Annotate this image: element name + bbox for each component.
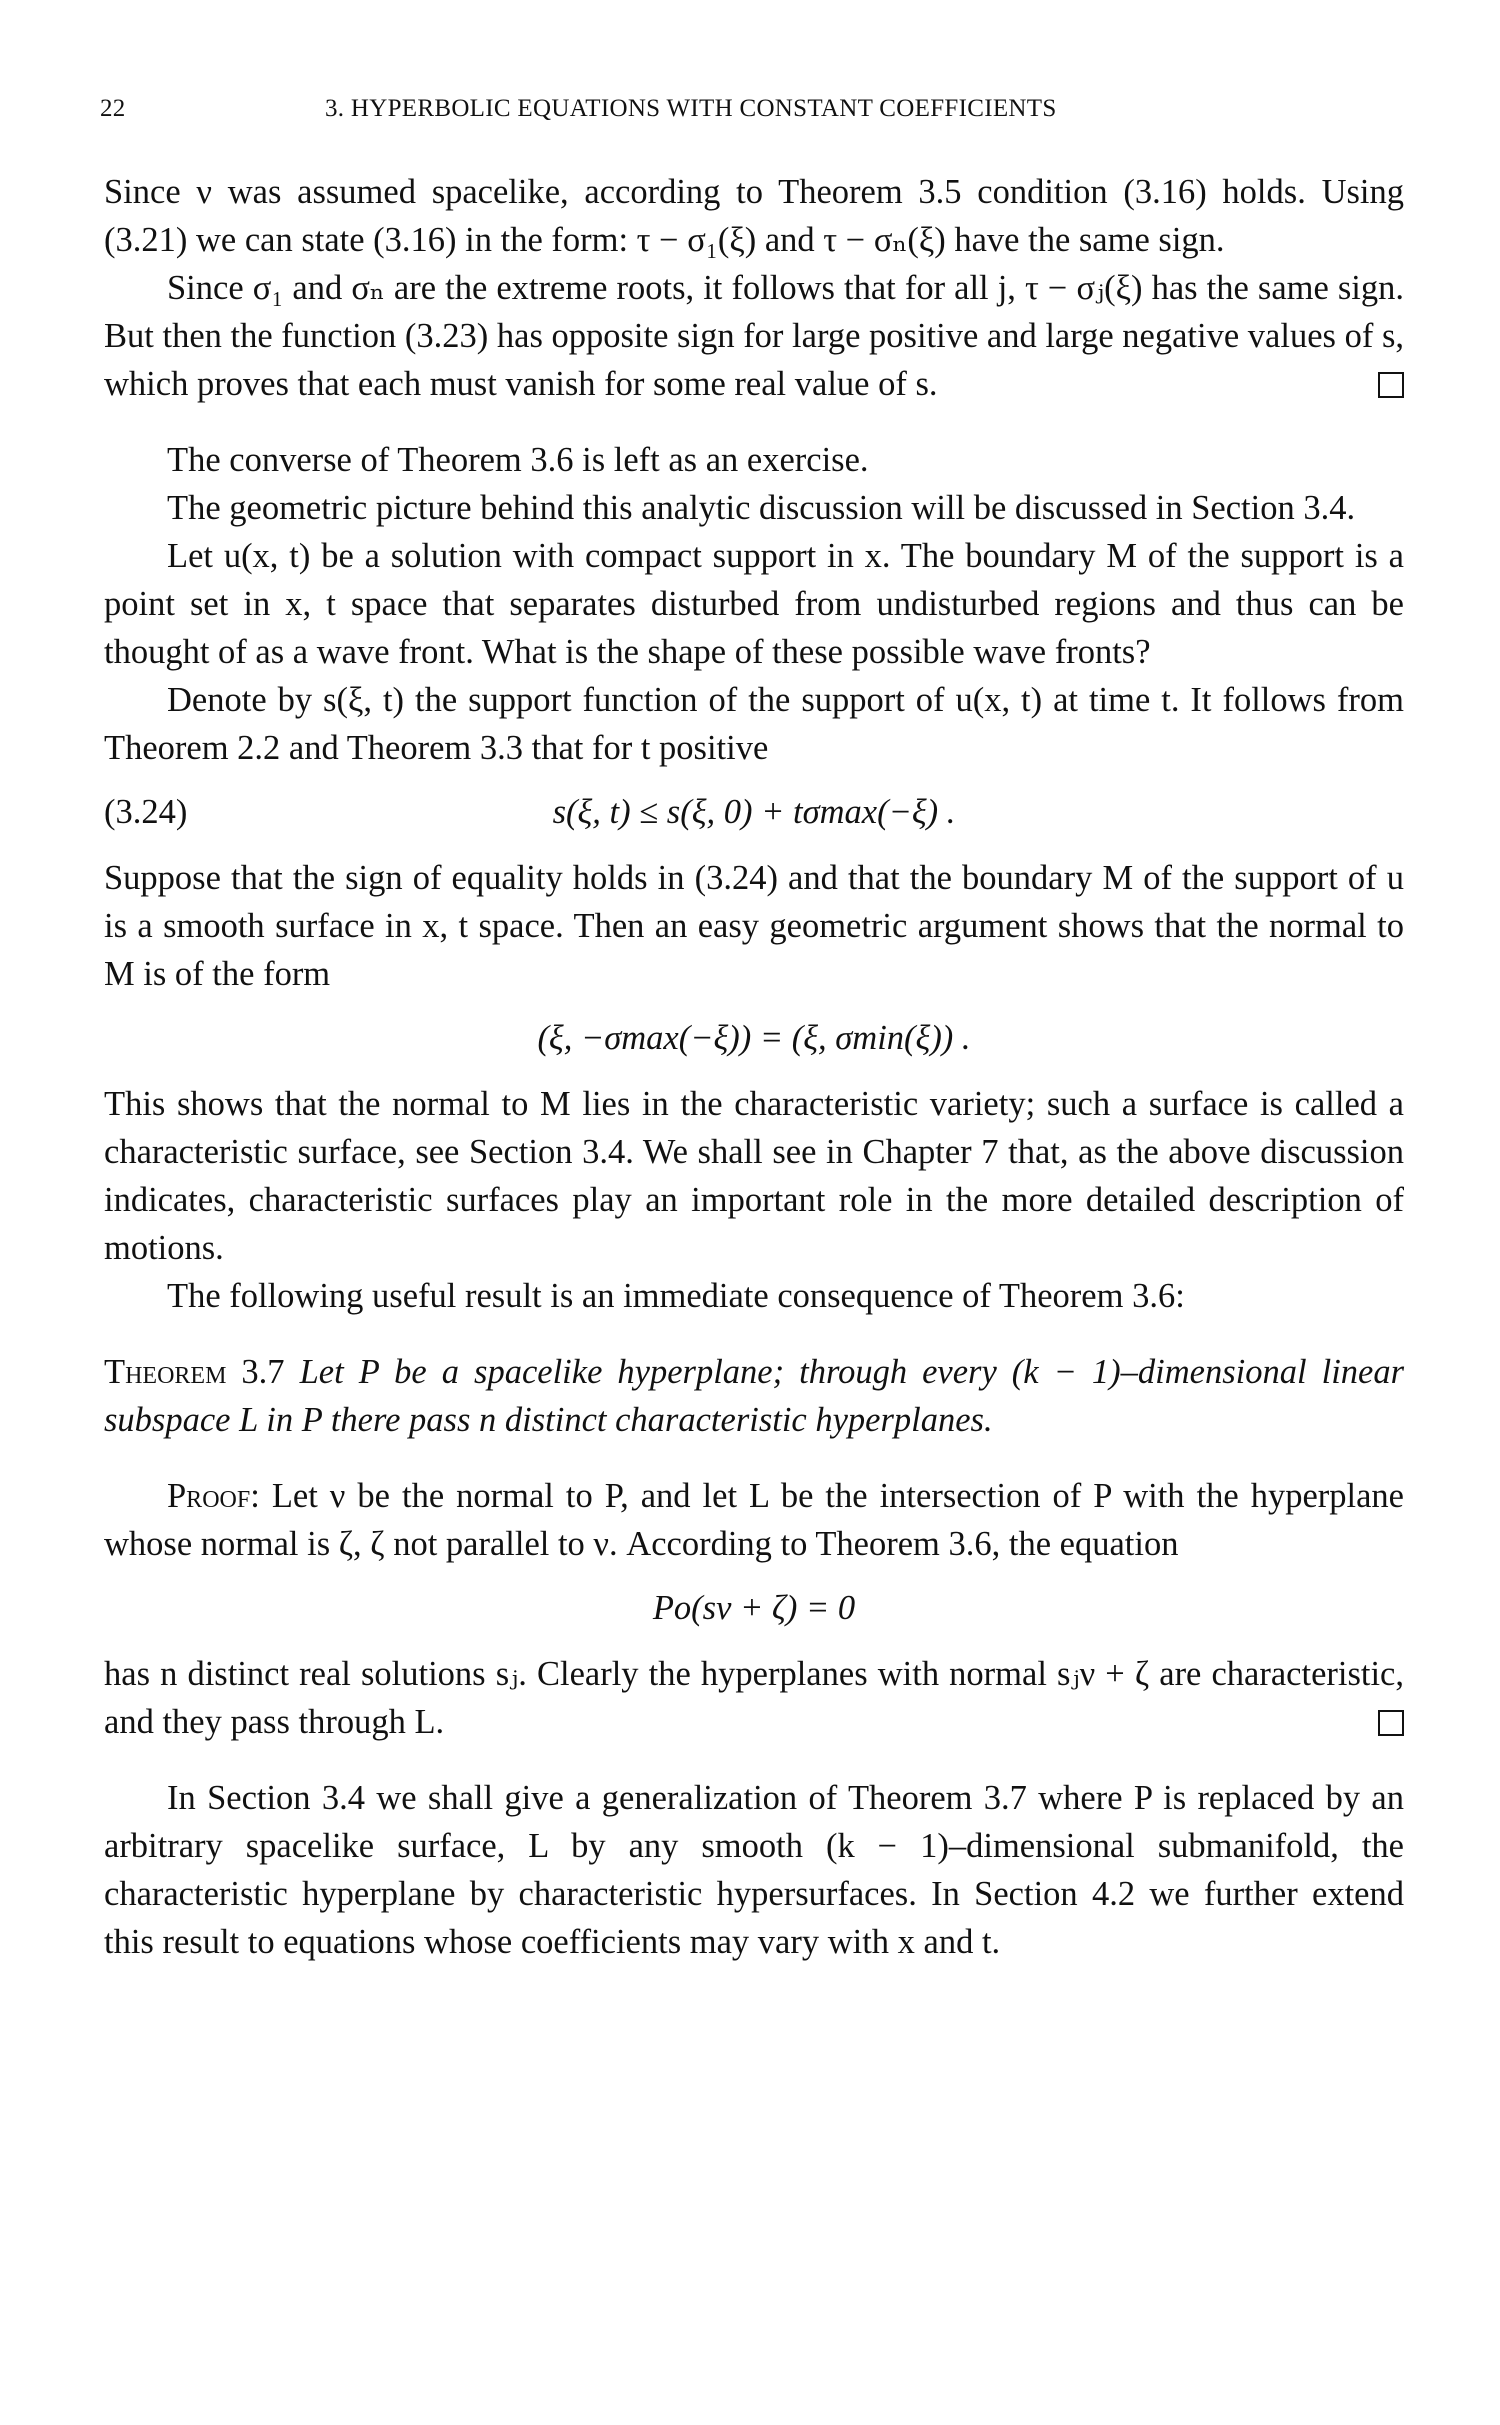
- theorem-label: Theorem 3.7: [104, 1353, 285, 1391]
- qed-square-icon: [1378, 372, 1404, 398]
- chapter-title: 3. HYPERBOLIC EQUATIONS WITH CONSTANT COEFFICIENTS: [325, 95, 1057, 122]
- theorem-statement: Let P be a spacelike hyperplane; through every (k − 1)–dimensional linear subspace L in P there pass n distinct characteristic hyperplanes.: [104, 1353, 1405, 1439]
- paragraph-1: Since ν was assumed spacelike, according to Theorem 3.5 condition (3.16) holds. Using (3.21) we can state (3.16) in the form: τ − σ₁(ξ) and τ − σₙ(ξ) have the same sign.: [104, 173, 1404, 259]
- theorem-3-7: [104, 1348, 1404, 1444]
- paragraph-5: Let u(x, t) be a solution with compact support in x. The boundary M of the support is a point set in x, t space that separates disturbed from undisturbed regions and thus can be thought of as a wave front. What is the shape of these possible wave fronts?: [104, 537, 1404, 671]
- page-number: 22: [100, 95, 126, 122]
- main-text: [104, 168, 1404, 1966]
- paragraph-11: In Section 3.4 we shall give a generalization of Theorem 3.7 where P is replaced by an arbitrary spacelike surface, L by any smooth (k − 1)–dimensional submanifold, the characteristic hyperplane by characteristic hypersurfaces. In Section 4.2 we further extend this result to equations whose coefficients may vary with x and t.: [104, 1779, 1404, 1961]
- equation-number: (3.24): [104, 793, 188, 831]
- proof-label: Proof:: [167, 1477, 260, 1515]
- equation-body: s(ξ, t) ≤ s(ξ, 0) + tσmax(−ξ) .: [552, 793, 956, 831]
- equation-3-24: [104, 788, 1404, 836]
- normal-equation: (ξ, −σmax(−ξ)) = (ξ, σmin(ξ)) .: [537, 1019, 971, 1057]
- paragraph-2: Since σ₁ and σₙ are the extreme roots, it follows that for all j, τ − σⱼ(ξ) has the same sign. But then the function (3.23) has opposite sign for large positive and large negative values of s, which proves that each must vanish for some real value of s.: [104, 269, 1404, 403]
- paragraph-3: The converse of Theorem 3.6 is left as an exercise.: [167, 441, 869, 479]
- paragraph-7: Suppose that the sign of equality holds in (3.24) and that the boundary M of the support of u is a smooth surface in x, t space. Then an easy geometric argument shows that the normal to M is of the form: [104, 859, 1404, 993]
- paragraph-8: This shows that the normal to M lies in the characteristic variety; such a surface is called a characteristic surface, see Section 3.4. We shall see in Chapter 7 that, as the above discussion indicates, characteristic surfaces play an important role in the more detailed description of motions.: [104, 1085, 1404, 1267]
- paragraph-10: has n distinct real solutions sⱼ. Clearly the hyperplanes with normal sⱼν + ζ are characteristic, and they pass through L.: [104, 1655, 1404, 1741]
- proof: [104, 1472, 1404, 1568]
- paragraph-4: The geometric picture behind this analytic discussion will be discussed in Section 3.4.: [167, 489, 1356, 527]
- qed-square-icon: [1378, 1710, 1404, 1736]
- proof-text: Let ν be the normal to P, and let L be the intersection of P with the hyperplane whose normal is ζ, ζ not parallel to ν. According to Theorem 3.6, the equation: [104, 1477, 1404, 1563]
- proof-equation: Po(sν + ζ) = 0: [652, 1589, 856, 1627]
- paragraph-9: The following useful result is an immediate consequence of Theorem 3.6:: [167, 1277, 1185, 1315]
- paragraph-6: Denote by s(ξ, t) the support function of the support of u(x, t) at time t. It follows from Theorem 2.2 and Theorem 3.3 that for t positive: [104, 681, 1404, 767]
